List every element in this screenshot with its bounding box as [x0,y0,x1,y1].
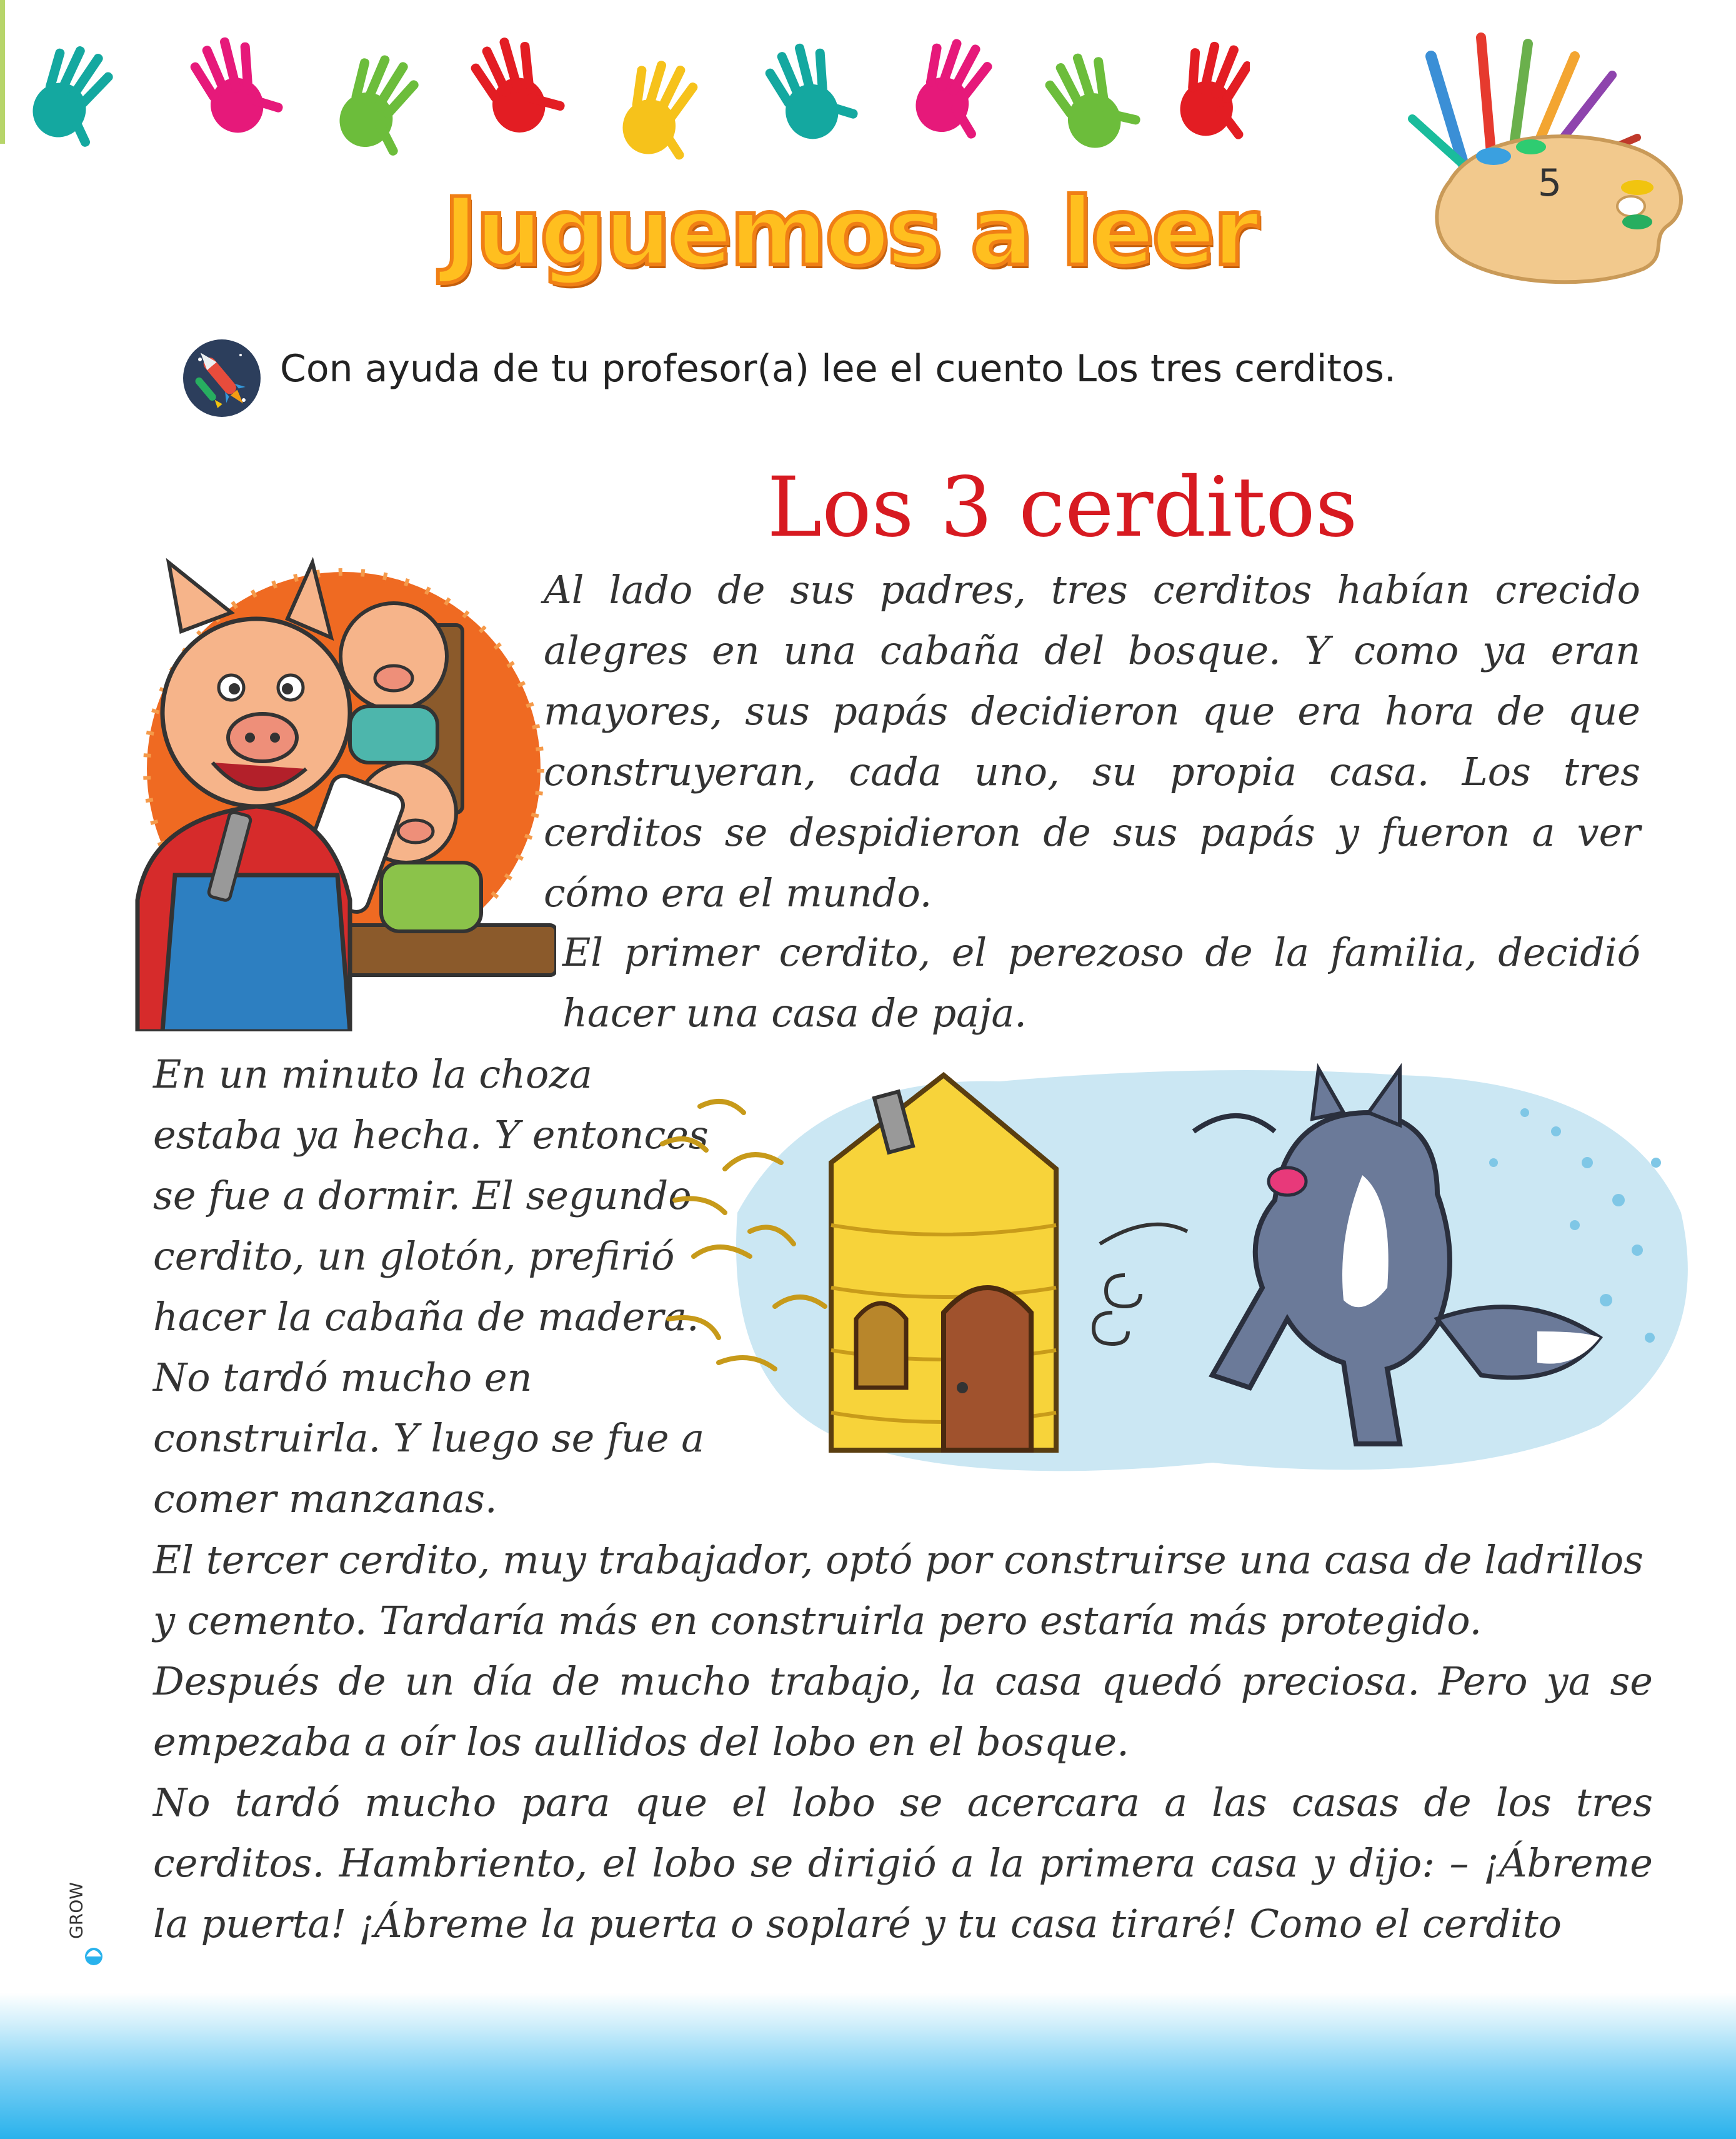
paint-palette-icon [1375,19,1700,288]
story-paragraph: En un minuto la choza estaba ya hecha. Y entonces se fue a dormir. El segundo cerdito, un glotón, prefirió hacer la cabaña de madera. No tardó mucho en construirla. Y luego se fue a comer manzanas. [153,1051,709,1521]
handprints-decoration [25,25,1250,169]
handprint-icon [324,43,438,165]
story-title: Los 3 cerditos [767,459,1358,556]
handprint-icon [184,26,288,142]
story-paragraph: El tercer cerdito, muy trabajador, optó por construirse una casa de ladrillos y cemento. Tardaría más en construirla pero estaría más protegido. [153,1537,1644,1643]
handprint-icon [759,32,863,148]
rocket-icon [181,338,262,419]
story-paragraph: Después de un día de mucho trabajo, la casa quedó preciosa. Pero ya se empezaba a oír los aullidos del lobo en el bosque. [153,1658,1653,1765]
page-number: 5 [1537,161,1562,205]
handprint-icon [900,28,1011,148]
story-paragraph: Al lado de sus padres, tres cerditos habían crecido alegres en una cabaña del bosque. Y como ya eran mayores, sus papás decidieron que era hora de que construyeran, cada uno, su propia casa. Los tres cerditos se despidieron de sus papás y fueron a ver cómo era el mundo. [544,567,1640,916]
story-body-bottom [153,1530,1653,1954]
wolf-straw-house-illustration [650,1038,1712,1513]
publisher-logo-text: GROW [66,1882,87,1939]
story-paragraph: El primer cerdito, el perezoso de la familia, decidió hacer una casa de paja. [562,929,1640,1036]
bottom-decorative-band [0,1993,1736,2139]
handprint-icon [607,50,716,169]
story-paragraph: No tardó mucho para que el lobo se acercara a las casas de los tres cerditos. Hambriento, el lobo se dirigió a la primera casa y dijo: – ¡Ábreme la puerta! ¡Ábreme la puerta o soplaré y tu casa tiraré! Como el cerdito [153,1780,1653,1946]
handprint-icon [1037,40,1146,159]
handprint-icon [25,34,132,156]
instruction-text: Con ayuda de tu profesor(a) lee el cuento Los tres cerditos. [280,347,1396,391]
header-title: Juguemos a leer [443,178,1257,287]
page-edge-marker [0,0,5,144]
handprint-icon [1166,33,1250,149]
handprint-icon [464,25,571,143]
three-pigs-illustration [125,550,556,1031]
